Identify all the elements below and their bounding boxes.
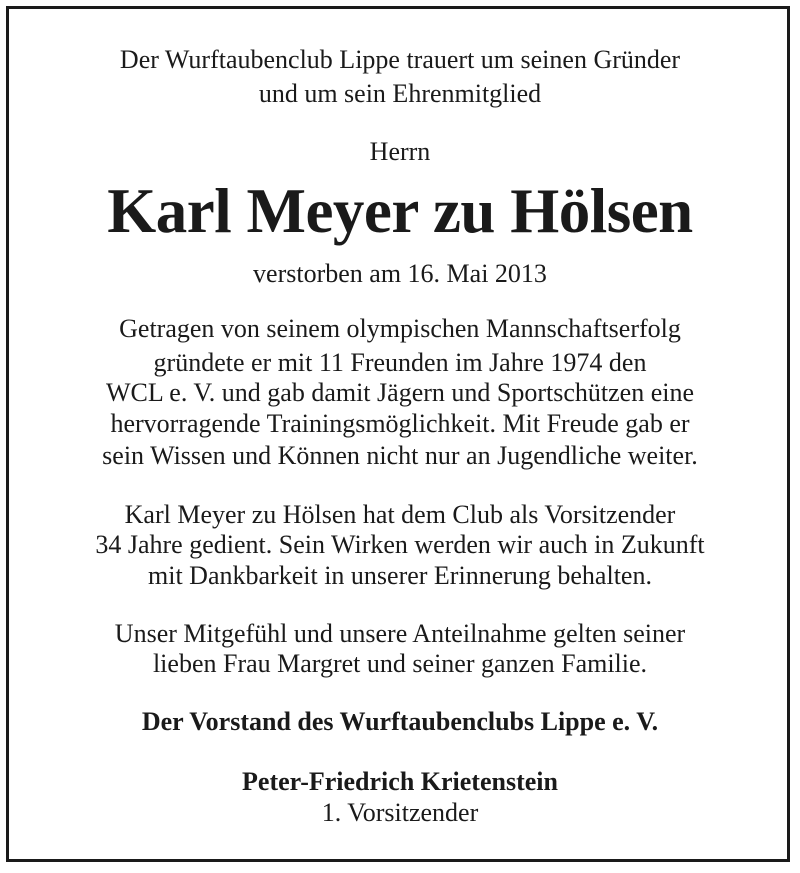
paragraph1-line: gründete er mit 11 Freunden im Jahre 1974 den — [153, 348, 647, 377]
paragraph3-line: lieben Frau Margret und seiner ganzen Familie. — [152, 649, 648, 678]
intro-line-1: Der Wurftaubenclub Lippe trauert um seinen Gründer — [119, 45, 681, 74]
paragraph1-line: sein Wissen und Können nicht nur an Jugendliche weiter. — [102, 441, 698, 470]
paragraph2-line: 34 Jahre gedient. Sein Wirken werden wir auch in Zukunft — [95, 530, 705, 559]
signatory-name: Peter-Friedrich Krietenstein — [242, 767, 558, 796]
signatory-title: 1. Vorsitzender — [321, 798, 479, 827]
deceased-name: Karl Meyer zu Hölsen — [107, 176, 693, 246]
board-signature: Der Vorstand des Wurftaubenclubs Lippe e. V. — [141, 707, 659, 736]
paragraph2-line: mit Dankbarkeit in unserer Erinnerung behalten. — [148, 561, 652, 590]
intro-line-2: und um sein Ehrenmitglied — [258, 79, 542, 108]
paragraph1-line: hervorragende Trainingsmöglichkeit. Mit Freude gab er — [110, 409, 690, 438]
paragraph1-line: Getragen von seinem olympischen Mannschaftserfolg — [119, 314, 681, 343]
death-date: verstorben am 16. Mai 2013 — [253, 259, 547, 288]
paragraph1-line: WCL e. V. und gab damit Jägern und Sportschützen eine — [105, 378, 694, 407]
paragraph2-line: Karl Meyer zu Hölsen hat dem Club als Vorsitzender — [124, 500, 676, 529]
paragraph3-line: Unser Mitgefühl und unsere Anteilnahme gelten seiner — [114, 619, 686, 648]
salutation: Herrn — [369, 137, 431, 166]
